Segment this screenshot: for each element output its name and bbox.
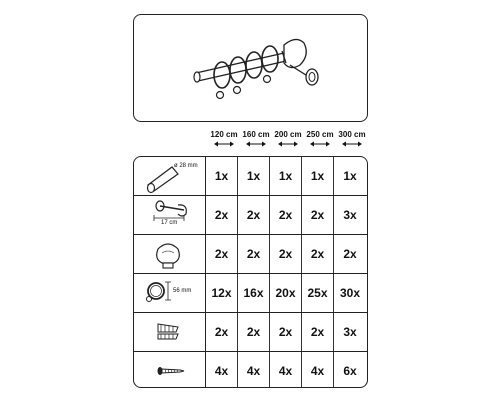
quantity-cell: 2x [270, 196, 302, 234]
quantity-cell: 1x [343, 169, 357, 183]
double-arrow-icon [245, 141, 267, 147]
column-header-1 [209, 130, 239, 147]
quantity-cell: 2x [238, 313, 270, 351]
quantity-cell: 1x [206, 157, 238, 195]
bracket-length-label: 17 cm [161, 220, 178, 226]
double-arrow-icon [309, 141, 331, 147]
column-header-3 [273, 130, 303, 147]
quantity-cell: 2x [270, 235, 302, 273]
column-header-label: 250 cm [306, 130, 334, 139]
wall-plug-icon [134, 313, 206, 351]
quantity-cell: 1x [302, 157, 334, 195]
finial-end-cap-icon [134, 235, 206, 273]
quantity-cell: 2x [302, 196, 334, 234]
column-header-label: 160 cm [242, 130, 270, 139]
quantity-cell: 12x [206, 274, 238, 312]
quantity-cell: 2x [343, 247, 357, 261]
column-header-label: 200 cm [274, 130, 302, 139]
quantity-cell: 6x [343, 363, 357, 378]
quantity-cell: 20x [270, 274, 302, 312]
quantity-cell: 2x [206, 235, 238, 273]
curtain-rod-assembly-icon [134, 15, 369, 123]
curtain-ring-icon-cell [134, 274, 206, 312]
product-illustration [133, 14, 368, 122]
double-arrow-icon [277, 141, 299, 147]
column-header-label: 300 cm [338, 130, 366, 139]
quantity-cell: 2x [238, 196, 270, 234]
wall-plug-icon-cell [134, 313, 206, 351]
quantity-cell: 25x [302, 274, 334, 312]
curtain-ring-icon [134, 274, 206, 312]
double-arrow-icon [213, 141, 235, 147]
quantity-cell: 4x [270, 352, 302, 388]
column-header-5 [337, 130, 367, 147]
quantity-cell: 3x [343, 325, 357, 339]
quantity-cell: 2x [238, 235, 270, 273]
screw-icon [134, 352, 206, 388]
parts-table [133, 156, 368, 388]
quantity-cell: 16x [238, 274, 270, 312]
quantity-cell: 1x [270, 157, 302, 195]
quantity-cell: 3x [343, 208, 357, 222]
quantity-cell: 4x [206, 352, 238, 388]
curtain-rod-icon-cell [134, 157, 206, 195]
column-header-2 [241, 130, 271, 147]
double-arrow-icon [341, 141, 363, 147]
rod-diameter-label: ø 28 mm [174, 163, 198, 169]
quantity-cell: 2x [302, 313, 334, 351]
screw-icon-cell [134, 352, 206, 388]
column-header-label: 120 cm [210, 130, 238, 139]
quantity-cell: 4x [302, 352, 334, 388]
ring-size-label: 56 mm [173, 288, 192, 294]
wall-bracket-icon-cell [134, 196, 206, 234]
wall-bracket-icon [134, 196, 206, 234]
quantity-cell: 4x [238, 352, 270, 388]
finial-icon-cell [134, 235, 206, 273]
quantity-cell: 1x [238, 157, 270, 195]
quantity-cell: 2x [206, 313, 238, 351]
quantity-cell: 30x [339, 286, 361, 300]
quantity-cell: 2x [302, 235, 334, 273]
quantity-cell: 2x [206, 196, 238, 234]
column-header-4 [305, 130, 335, 147]
quantity-cell: 2x [270, 313, 302, 351]
